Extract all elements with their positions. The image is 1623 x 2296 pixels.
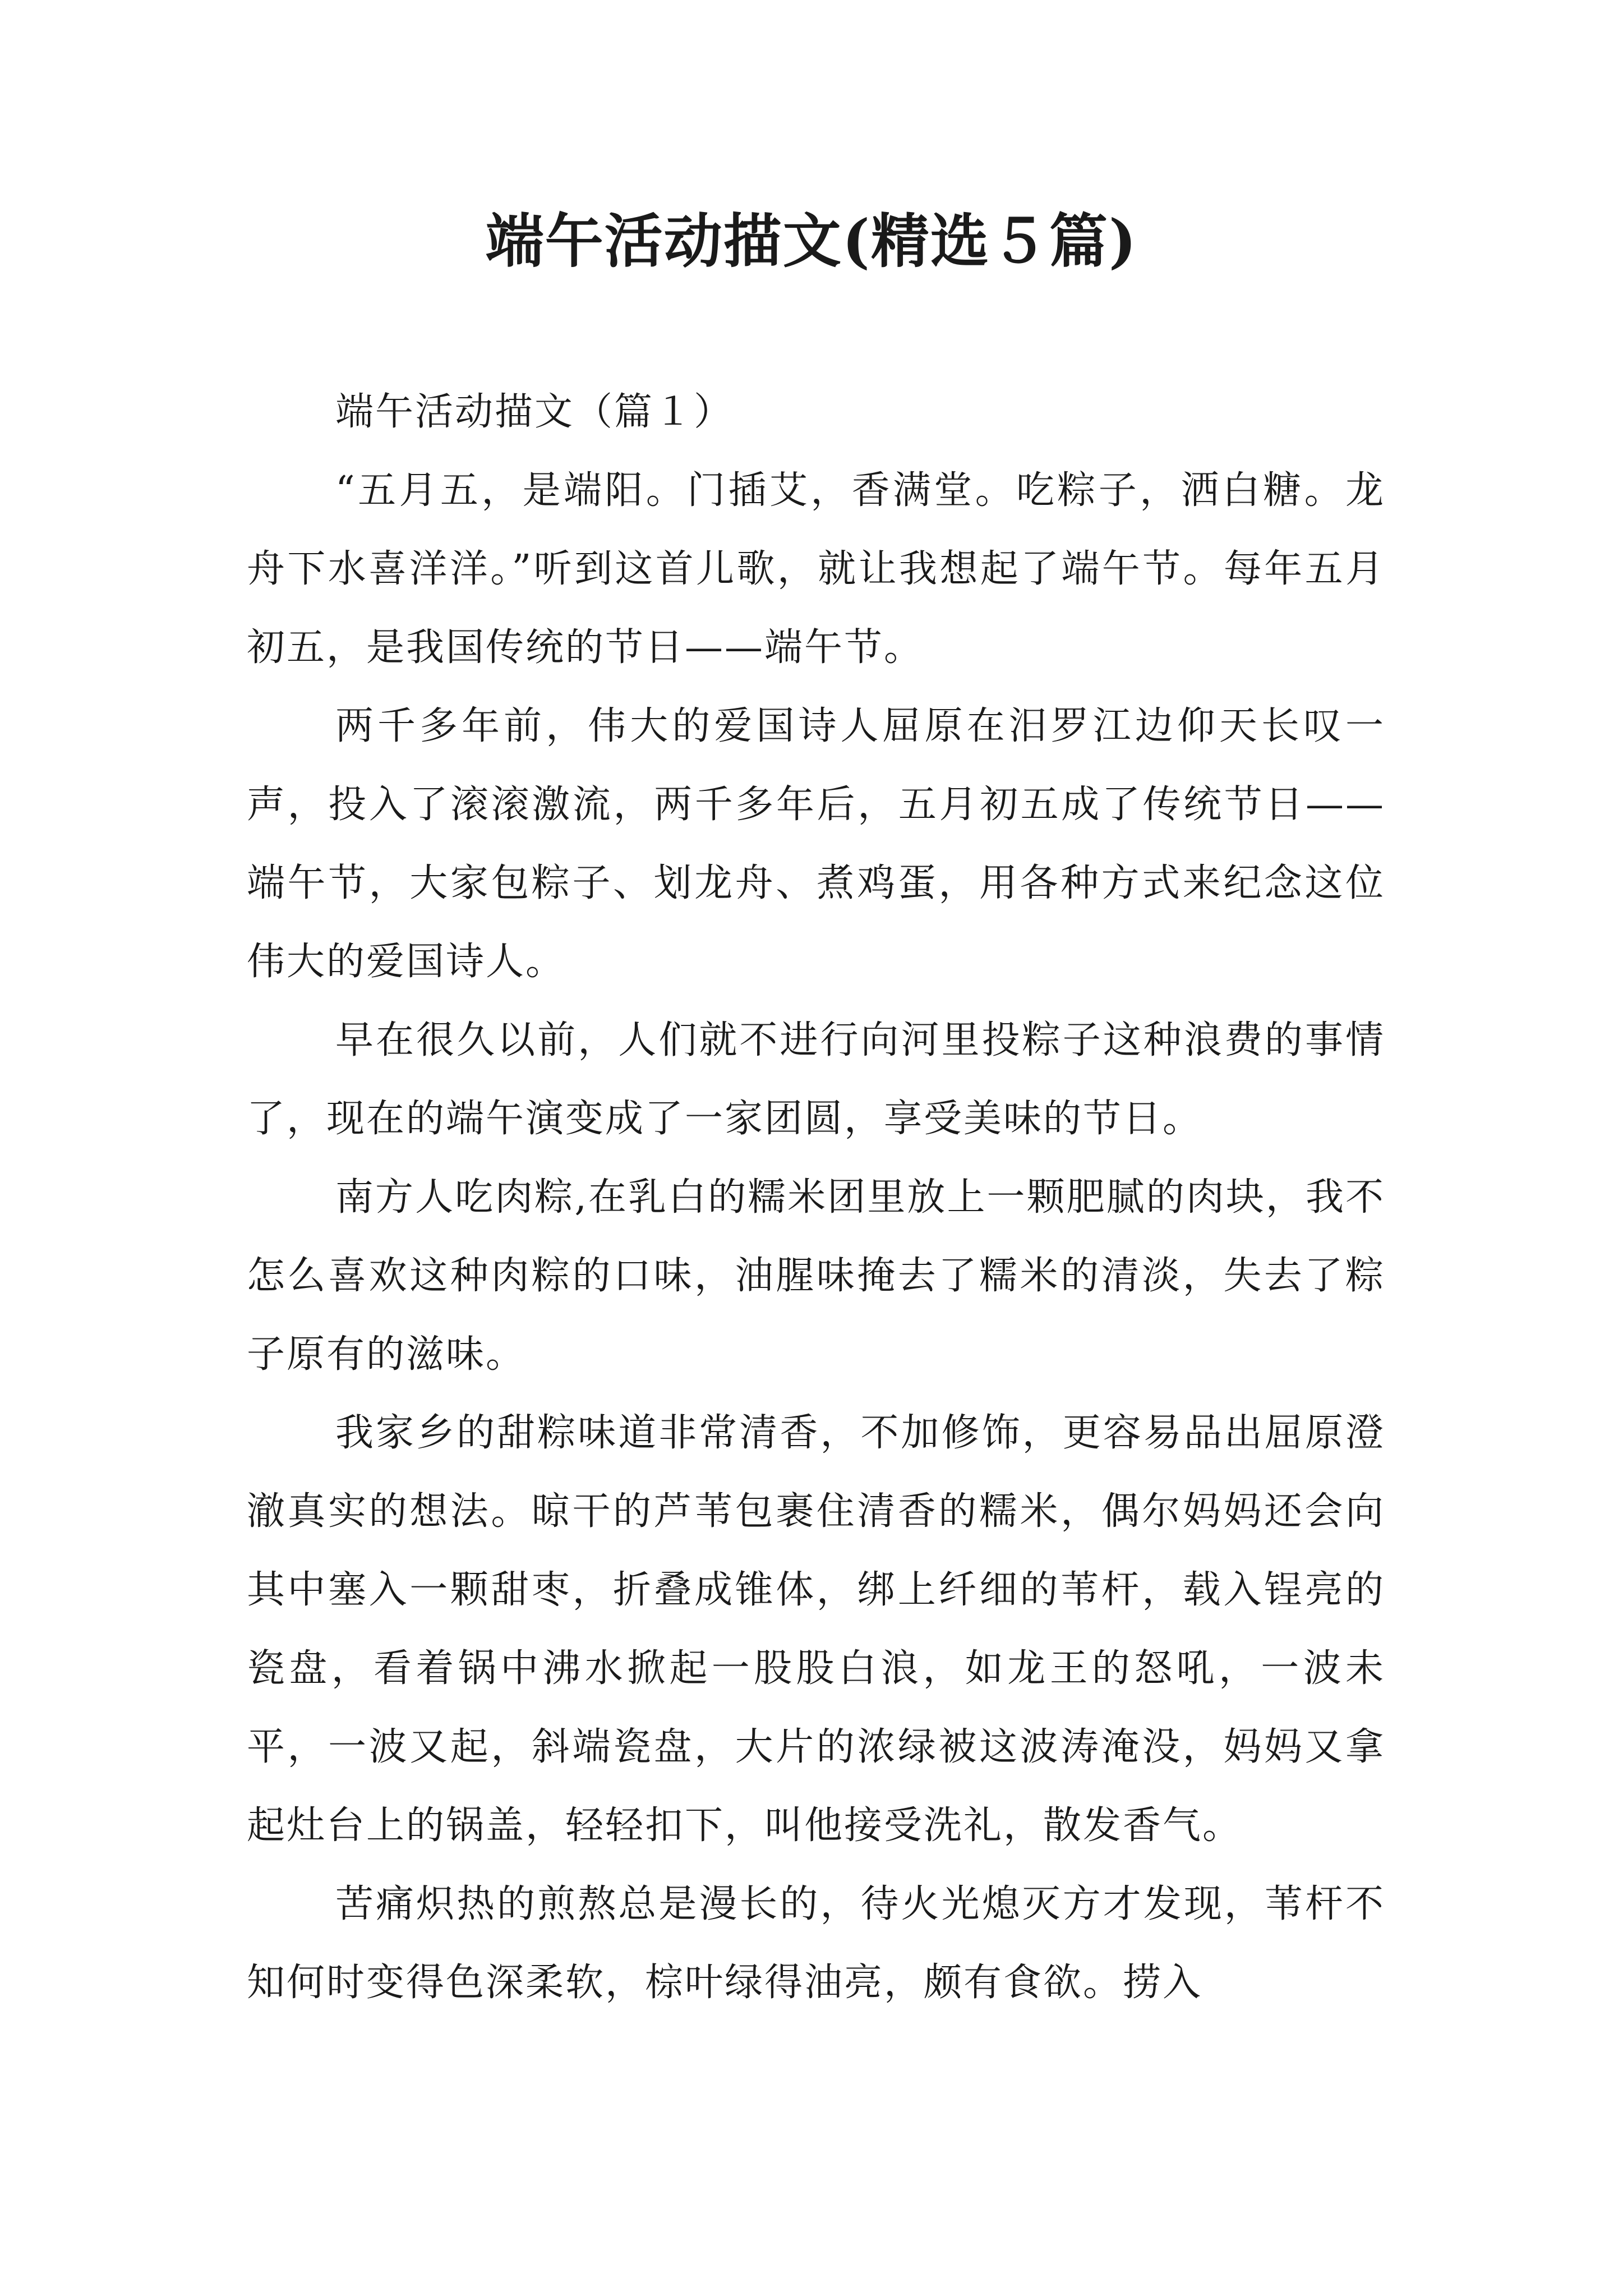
paragraph-4: 南方人吃肉粽,在乳白的糯米团里放上一颗肥腻的肉块，我不怎么喜欢这种肉粽的口味，油腥味掩去了糯米的清淡，失去了粽子原有的滋味。 (247, 1175, 1385, 1377)
paragraph-3: 早在很久以前，人们就不进行向河里投粽子这种浪费的事情了，现在的端午演变成了一家团圆，享受美味的节日。 (247, 1018, 1385, 1141)
document-title: 端午活动描文(精选５篇) (485, 206, 1138, 275)
paragraph-1: “五月五，是端阳。门插艾，香满堂。吃粽子，洒白糖。龙舟下水喜洋洋。”听到这首儿歌，就让我想起了端午节。每年五月初五，是我国传统的节日——端午节。 (247, 468, 1385, 670)
paragraph-2: 两千多年前，伟大的爱国诗人屈原在汨罗江边仰天长叹一声，投入了滚滚激流，两千多年后，五月初五成了传统节日——端午节，大家包粽子、划龙舟、煮鸡蛋，用各种方式来纪念这位伟大的爱国诗人。 (247, 704, 1385, 984)
paragraph-5: 我家乡的甜粽味道非常清香，不加修饰，更容易品出屈原澄澈真实的想法。晾干的芦苇包裹住清香的糯米，偶尔妈妈还会向其中塞入一颗甜枣，折叠成锥体，绑上纤细的苇杆，载入锃亮的瓷盘，看着锅中沸水掀起一股股白浪，如龙王的怒吼，一波未平，一波又起，斜端瓷盘，大片的浓绿被这波涛淹没，妈妈又拿起灶台上的锅盖，轻轻扣下，叫他接受洗礼，散发香气。 (247, 1411, 1385, 1848)
section-heading: 端午活动描文（篇１） (335, 390, 734, 434)
paragraph-6: 苦痛炽热的煎熬总是漫长的，待火光熄灭方才发现，苇杆不知何时变得色深柔软，棕叶绿得油亮，颇有食欲。捞入 (247, 1882, 1385, 2005)
document-body (247, 373, 1385, 2022)
